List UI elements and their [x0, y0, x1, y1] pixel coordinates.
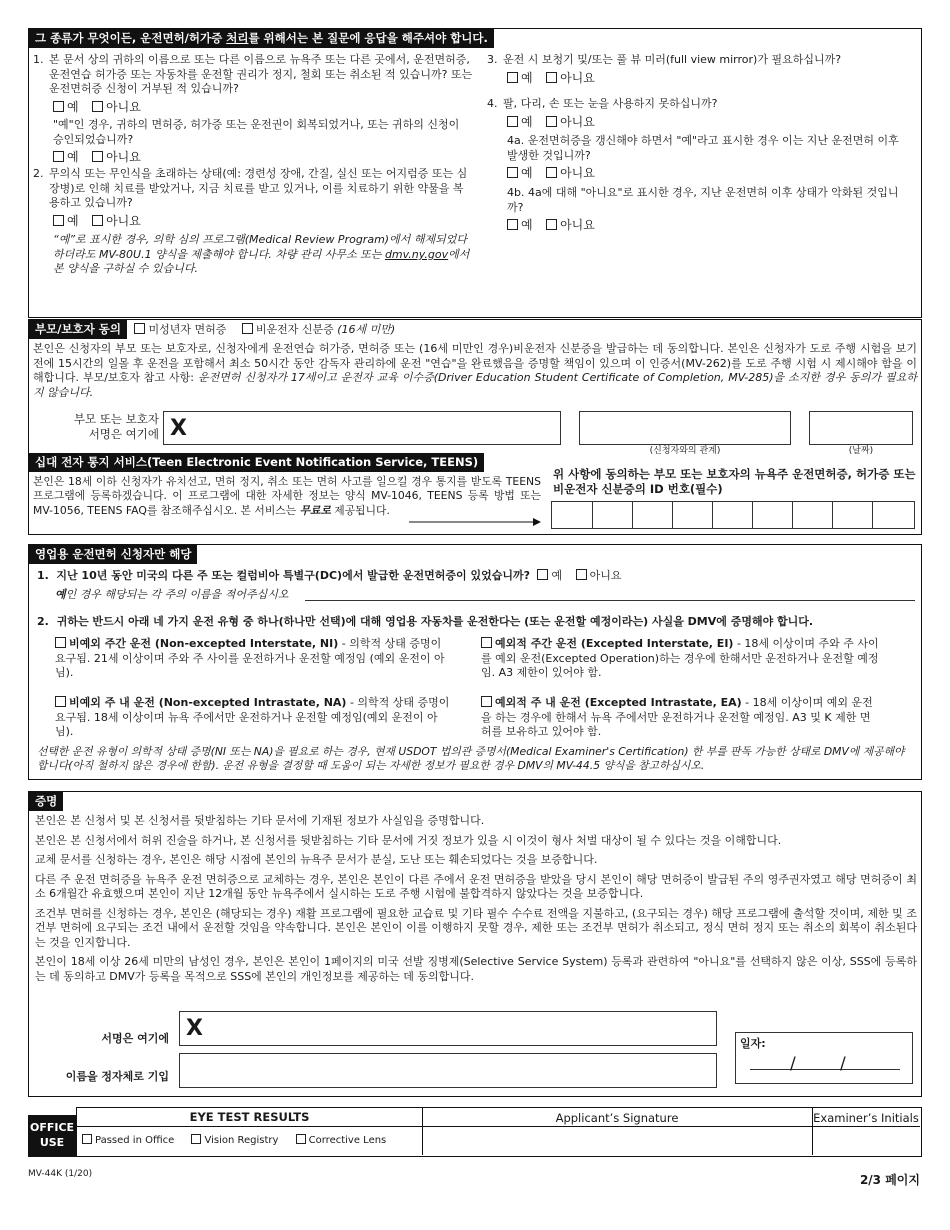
- print-name-field[interactable]: [179, 1053, 717, 1088]
- q3-yes-checkbox[interactable]: [507, 72, 518, 83]
- certification-header: 증명: [29, 792, 63, 811]
- cert-p2: 본인은 본 신청서에서 허위 진술을 하거나, 본 신청서를 뒷받침하는 기타 문서에 거짓 정보가 있을 시 이것이 형사 처벌 대상이 될 수 있다는 것을 이해합니다.: [35, 833, 782, 847]
- parent-consent-header: 부모/보호자 동의: [29, 320, 127, 339]
- office-use-table: OFFICE USE EYE TEST RESULTS Passed in Office Vision Registry Corrective Lens Applicant’s Signature Examiner’s Initials: [28, 1107, 922, 1157]
- commercial-q1-yes-checkbox[interactable]: [537, 569, 548, 580]
- question-2-note: “예”로 표시한 경우, 의학 심의 프로그램(Medical Review Program)에서 해제되었다 하더라도 MV-80U.1 양식을 제출해야 합니다. 차량 관리 사무소 또는 dmv.ny.gov에서 본 양식을 구하실 수 있습니다.: [53, 233, 470, 276]
- signature-label: 서명은 여기에: [101, 1032, 169, 1045]
- questions-section: [28, 28, 922, 318]
- question-2-text: 무의식 또는 무인식을 초래하는 상태(예: 경련성 장애, 간질, 실신 또는 어지럼증 또는 심장병)로 인해 치료를 받았거나, 지금 치료를 받고 있거나, 이를 치료하기 위한 약물을 복용하고 있습니까?: [49, 167, 468, 210]
- q1a-no-checkbox[interactable]: [92, 151, 103, 162]
- minor-license-checkbox[interactable]: [134, 323, 145, 334]
- q4b-no-checkbox[interactable]: [546, 219, 557, 230]
- parent-consent-section: 부모/보호자 동의 미성년자 면허증 비운전자 신분증 (16세 미만) 본인은 신청자의 부모 또는 보호자로, 신청자에게 운전연습 허가증, 면허증 또는 (16세 미만인 경우)비운전자 신분증을 발급하는 데 동의합니다. 본인은 신청자가 도로 주행 시험을 보기 전에 15시간의 일몰 후 운전을 포함해서 최소 50시간 동안 감독자 관리하에 운전 "연습"을 완료했음을 증명할 책임이 있으며 이 인증서(MV-262)를 도로 주행 시험 시 제시해야 함을 이해합니다. 부모/보호자 참고 사항: 운전면허 신청자가 17세이고 운전자 교육 이수증(Driver Education Student Certificate of Completion, MV-285)을 소지한 경우 동의가 필요하지 않습니다. 부모 또는 보호자 서명은 여기에 X (신청자와의 관계) (날짜) 십대 전자 통지 서비스(Teen Electronic Event Notification Service, TEENS) 본인은 18세 이하 신청자가 유치선고, 면허 정지, 취소 또는 면허 사고를 일으킬 경우 통지를 받도록 TEENS 프로그램에 등록하겠습니다. 이 프로그램에 대한 자세한 정보는 양식 MV-1046, TEENS 등록 방법 또는 MV-1056, TEENS FAQ를 참조해주십시오. 본 서비스는 무료로 제공됩니다. 위 사항에 동의하는 부모 또는 보호자의 뉴욕주 운전면허증, 허가증 또는 비운전자 신분증의 ID 번호(필수): [28, 319, 922, 535]
- passed-in-office-checkbox[interactable]: [82, 1134, 92, 1144]
- cert-p3: 교체 문서를 신청하는 경우, 본인은 해당 시점에 본인의 뉴욕주 문서가 분실, 도난 또는 훼손되었다는 것을 보증합니다.: [35, 853, 598, 867]
- q1-yes-checkbox[interactable]: [53, 101, 64, 112]
- cert-p6: 본인이 18세 이상 26세 미만의 남성인 경우, 본인은 본인이 1페이지의 미국 선발 징병제(Selective Service System) 등록과 관련하여 "아니요"를 선택하지 않은 이상, SSS에 등록하는 데 동의하고 DMV가 등록을 목적으로 SSS에 본인의 개인정보를 제공하는 데 동의합니다.: [35, 955, 917, 983]
- corrective-lens-checkbox[interactable]: [296, 1134, 306, 1144]
- q2-no-checkbox[interactable]: [92, 215, 103, 226]
- question-1: 1. 본 문서 상의 귀하의 이름으로 또는 다른 이름으로 뉴욕주 또는 다른 곳에서, 운전면허증, 운전연습 허가증 또는 자동차를 운전할 권리가 정지, 철회 또는 취소된 적 있습니까? 또는 운전면허증 신청이 거부된 적 있습니까? 예 아니요 "예"인 경우, 귀하의 면허증, 허가증 또는 운전권이 회복되었거나, 또는 귀하의 신청이 승인되었습니까? 예 아니요: [33, 53, 473, 165]
- question-4a-text: 4a. 운전면허증을 갱신해야 하면서 "예"라고 표시한 경우 이는 지난 운전면허 이후 발생한 것입니까?: [507, 134, 899, 162]
- relationship-field[interactable]: [579, 411, 791, 445]
- na-checkbox[interactable]: [55, 696, 66, 707]
- commercial-q2: 2. 귀하는 반드시 아래 네 가지 운전 유형 중 하나(하나만 선택)에 대해 영업용 자동차를 운전한다는 (또는 운전할 예정이라는) 사실을 DMV에 증명해야 합니다.: [37, 615, 814, 628]
- date-field[interactable]: 일자: / /: [735, 1032, 913, 1084]
- q4a-yes-checkbox[interactable]: [507, 167, 518, 178]
- eye-test-header: EYE TEST RESULTS: [189, 1110, 310, 1124]
- examiner-initials-header: Examiner’s Initials: [813, 1111, 919, 1125]
- questions-header: 그 종류가 무엇이든, 운전면허/허가증 처리를 위해서는 본 질문에 응답을 해주셔야 합니다.: [29, 29, 494, 48]
- examiner-initials-field[interactable]: [813, 1127, 920, 1155]
- commercial-section: 영업용 운전면허 신청자만 해당 1. 지난 10년 동안 미국의 다른 주 또는 컬럼비아 특별구(DC)에서 발급한 운전면허증이 있었습니까? 예 아니요 예인 경우 해당되는 각 주의 이름을 적어주십시오 2. 귀하는 반드시 아래 네 가지 운전 유형 중 하나(하나만 선택)에 대해 영업용 자동차를 운전한다는 (또는 운전할 예정이라는) 사실을 DMV에 증명해야 합니다. 비예외 주간 운전 (Non-excepted Interstate, NI) - 의학적 상태 증명이 요구됨. 21세 이상이며 주와 주 사이를 운전하거나 운전할 예정임 (예외 운전이 아님). 예외적 주간 운전 (Excepted Interstate, EI) - 18세 이상이며 주와 주 사이를 예외 운전(Excepted Operation)하는 경우에 한해서만 운전하거나 운전할 예정임. A3 제한이 있어야 함. 비예외 주 내 운전 (Non-excepted Intrastate, NA) - 의학적 상태 증명이 요구됨. 18세 이상이며 뉴욕 주에서만 운전하거나 운전할 예정임(예외 운전이 아님). 예외적 주 내 운전 (Excepted Intrastate, EA) - 18세 이상이며 예외 운전을 하는 경우에 한해서 뉴욕 주에서만 운전하거나 운전할 예정임. A3 및 K 제한 면허를 보유하고 있어야 함. 선택한 운전 유형이 의학적 상태 증명(NI 또는 NA)을 필요로 하는 경우, 현재 USDOT 법의관 증명서(Medical Examiner's Certification) 한 부를 판독 가능한 상태로 DMV에 제공해야 합니다(아직 철하지 않은 경우에 한함). 운전 유형을 결정할 때 도움이 되는 자세한 정보가 필요한 경우 DMV의 MV-44.5 양식을 참고하십시오.: [28, 544, 922, 780]
- parent-consent-text: 본인은 신청자의 부모 또는 보호자로, 신청자에게 운전연습 허가증, 면허증 또는 (16세 미만인 경우)비운전자 신분증을 발급하는 데 동의합니다. 본인은 신청자가 도로 주행 시험을 보기 전에 15시간의 일몰 후 운전을 포함해서 최소 50시간 동안 감독자 관리하에 운전 "연습"을 완료했음을 증명할 책임이 있으며 이 인증서(MV-262)를 도로 주행 시험 시 제시해야 함을 이해합니다. 부모/보호자 참고 사항: 운전면허 신청자가 17세이고 운전자 교육 이수증(Driver Education Student Certificate of Completion, MV-285)을 소지한 경우 동의가 필요하지 않습니다.: [33, 342, 917, 399]
- question-3: 3. 운전 시 보청기 및/또는 풀 뷰 미러(full view mirror)가 필요하십니까? 예 아니요: [487, 53, 912, 86]
- date-caption: (날짜): [848, 446, 874, 456]
- applicant-signature-field[interactable]: X: [179, 1011, 717, 1046]
- question-1-followup: "예"인 경우, 귀하의 면허증, 허가증 또는 운전권이 회복되었거나, 또는 귀하의 신청이 승인되었습니까?: [53, 118, 460, 146]
- cert-p5: 조건부 면허를 신청하는 경우, 본인은 (해당되는 경우) 재활 프로그램에 필요한 교습료 및 기타 필수 수수료 전액을 지불하고, (요구되는 경우) 해당 프로그램에 출석할 것이며, 제한 및 조건부 면허에 요구되는 조건 내에서 운전할 것임을 약속합니다. 본인은 본인이 이를 이행하지 못할 경우, 제한 또는 조건부 면허가 취소되고, 정식 면허 정지 또는 취소의 회복이 취소된다는 것을 인지합니다.: [35, 906, 917, 949]
- option-ea: 예외적 주 내 운전 (Excepted Intrastate, EA) - 18세 이상이며 예외 운전을 하는 경우에 한해서 뉴욕 주에서만 운전하거나 운전할 예정임. A3 및 K 제한 면허를 보유하고 있어야 함.: [481, 696, 873, 739]
- question-4: 4. 팔, 다리, 손 또는 눈을 사용하지 못하십니까? 예 아니요 4a. 운전면허증을 갱신해야 하면서 "예"라고 표시한 경우 이는 지난 운전면허 이후 발생한 것입니까? 예 아니요 4b. 4a에 대해 "아니요"로 표시한 경우, 지난 운전면허 이후 상태가 악화된 것입니까? 예 아니요: [487, 97, 912, 234]
- commercial-q1-no-checkbox[interactable]: [576, 569, 587, 580]
- q4a-no-checkbox[interactable]: [546, 167, 557, 178]
- print-name-label: 이름을 정자체로 기입: [65, 1070, 169, 1083]
- arrow-right-icon: [409, 516, 541, 528]
- question-2: 2. 무의식 또는 무인식을 초래하는 상태(예: 경련성 장애, 간질, 실신 또는 어지럼증 또는 심장병)로 인해 치료를 받았거나, 지금 치료를 받고 있거나, 이를 치료하기 위한 약물을 복용하고 있습니까? 예 아니요 “예”로 표시한 경우, 의학 심의 프로그램(Medical Review Program)에서 해제되었다 하더라도 MV-80U.1 양식을 제출해야 합니다. 차량 관리 사무소 또는 dmv.ny.gov에서 본 양식을 구하실 수 있습니다.: [33, 167, 473, 277]
- relationship-caption: (신청자와의 관계): [649, 446, 721, 456]
- parent-date-field[interactable]: [809, 411, 913, 445]
- office-use-label: OFFICE USE: [28, 1115, 76, 1157]
- parent-signature-field[interactable]: X: [163, 411, 561, 445]
- ni-checkbox[interactable]: [55, 637, 66, 648]
- q1-no-checkbox[interactable]: [92, 101, 103, 112]
- applicant-signature-header: Applicant’s Signature: [555, 1111, 679, 1125]
- commercial-q1-sub: 예인 경우 해당되는 각 주의 이름을 적어주십시오: [55, 588, 289, 601]
- cert-p4: 다른 주 운전 면허증을 뉴욕주 운전 면허증으로 교체하는 경우, 본인은 본인이 다른 주에서 운전 면허증을 받았을 당시 본인이 해당 면허증이 발급된 주의 영주권자였고 해당 면허증이 최소 6개월간 유효했으며 본인이 지난 12개월 동안 뉴욕주에서 실시하는 도로 주행 시험에 불합격하지 않았다는 것을 보증합니다.: [35, 872, 917, 901]
- commercial-header: 영업용 운전면허 신청자만 해당: [29, 545, 197, 564]
- question-3-text: 운전 시 보청기 및/또는 풀 뷰 미러(full view mirror)가 필요하십니까?: [503, 53, 842, 66]
- option-na: 비예외 주 내 운전 (Non-excepted Intrastate, NA) - 의학적 상태 증명이 요구됨. 18세 이상이며 뉴욕 주에서만 운전하거나 운전할 예정임(예외 운전이 아님).: [55, 696, 450, 739]
- office-applicant-sig-field[interactable]: [423, 1127, 811, 1155]
- option-ni: 비예외 주간 운전 (Non-excepted Interstate, NI) - 의학적 상태 증명이 요구됨. 21세 이상이며 주와 주 사이를 운전하거나 운전할 예정임 (예외 운전이 아님).: [55, 637, 445, 680]
- q4-no-checkbox[interactable]: [546, 116, 557, 127]
- teens-id-label: 위 사항에 동의하는 부모 또는 보호자의 뉴욕주 운전면허증, 허가증 또는 비운전자 신분증의 ID 번호(필수): [553, 467, 916, 497]
- q3-no-checkbox[interactable]: [546, 72, 557, 83]
- ea-checkbox[interactable]: [481, 696, 492, 707]
- nondriver-id-checkbox[interactable]: [242, 323, 253, 334]
- page-number: 2/3 페이지: [859, 1173, 920, 1187]
- question-1-text: 본 문서 상의 귀하의 이름으로 또는 다른 이름으로 뉴욕주 또는 다른 곳에서, 운전면허증, 운전연습 허가증 또는 자동차를 운전할 권리가 정지, 철회 또는 취소된 적 있습니까? 또는 운전면허증 신청이 거부된 적 있습니까?: [49, 53, 473, 96]
- teens-text: 본인은 18세 이하 신청자가 유치선고, 면허 정지, 취소 또는 면허 사고를 일으킬 경우 통지를 받도록 TEENS 프로그램에 등록하겠습니다. 이 프로그램에 대한 자세한 정보는 양식 MV-1046, TEENS 등록 방법 또는 MV-1056, TEENS FAQ를 참조해주십시오. 본 서비스는 무료로 제공됩니다.: [33, 475, 541, 517]
- parent-sig-label: 부모 또는 보호자 서명은 여기에: [73, 412, 159, 442]
- cert-p1: 본인은 본 신청서 및 본 신청서를 뒷받침하는 기타 문서에 기재된 정보가 사실임을 증명합니다.: [35, 814, 485, 827]
- question-4-text: 팔, 다리, 손 또는 눈을 사용하지 못하십니까?: [503, 97, 718, 110]
- teens-header: 십대 전자 통지 서비스(Teen Electronic Event Notification Service, TEENS): [29, 453, 484, 472]
- parent-id-number-field[interactable]: [551, 501, 915, 529]
- q2-yes-checkbox[interactable]: [53, 215, 64, 226]
- commercial-q1-text: 지난 10년 동안 미국의 다른 주 또는 컬럼비아 특별구(DC)에서 발급한 운전면허증이 있었습니까?: [56, 569, 530, 582]
- certification-section: [28, 791, 922, 1097]
- option-ei: 예외적 주간 운전 (Excepted Interstate, EI) - 18세 이상이며 주와 주 사이를 예외 운전(Excepted Operation)하는 경우에 한해서만 운전하거나 운전할 예정임. A3 제한이 있어야 함.: [481, 637, 879, 680]
- ei-checkbox[interactable]: [481, 637, 492, 648]
- q1a-yes-checkbox[interactable]: [53, 151, 64, 162]
- form-id: MV-44K (1/20): [28, 1169, 93, 1179]
- commercial-note: 선택한 운전 유형이 의학적 상태 증명(NI 또는 NA)을 필요로 하는 경우, 현재 USDOT 법의관 증명서(Medical Examiner's Certification) 한 부를 판독 가능한 상태로 DMV에 제공해야 합니다(아직 철하지 않은 경우에 한함). 운전 유형을 결정할 때 도움이 되는 자세한 정보가 필요한 경우 DMV의 MV-44.5 양식을 참고하십시오.: [37, 745, 905, 773]
- states-input-line[interactable]: [305, 600, 915, 601]
- q4b-yes-checkbox[interactable]: [507, 219, 518, 230]
- q4-yes-checkbox[interactable]: [507, 116, 518, 127]
- vision-registry-checkbox[interactable]: [191, 1134, 201, 1144]
- question-4b-text: 4b. 4a에 대해 "아니요"로 표시한 경우, 지난 운전면허 이후 상태가 악화된 것입니까?: [507, 186, 899, 214]
- dmv-link[interactable]: dmv.ny.gov: [384, 247, 449, 261]
